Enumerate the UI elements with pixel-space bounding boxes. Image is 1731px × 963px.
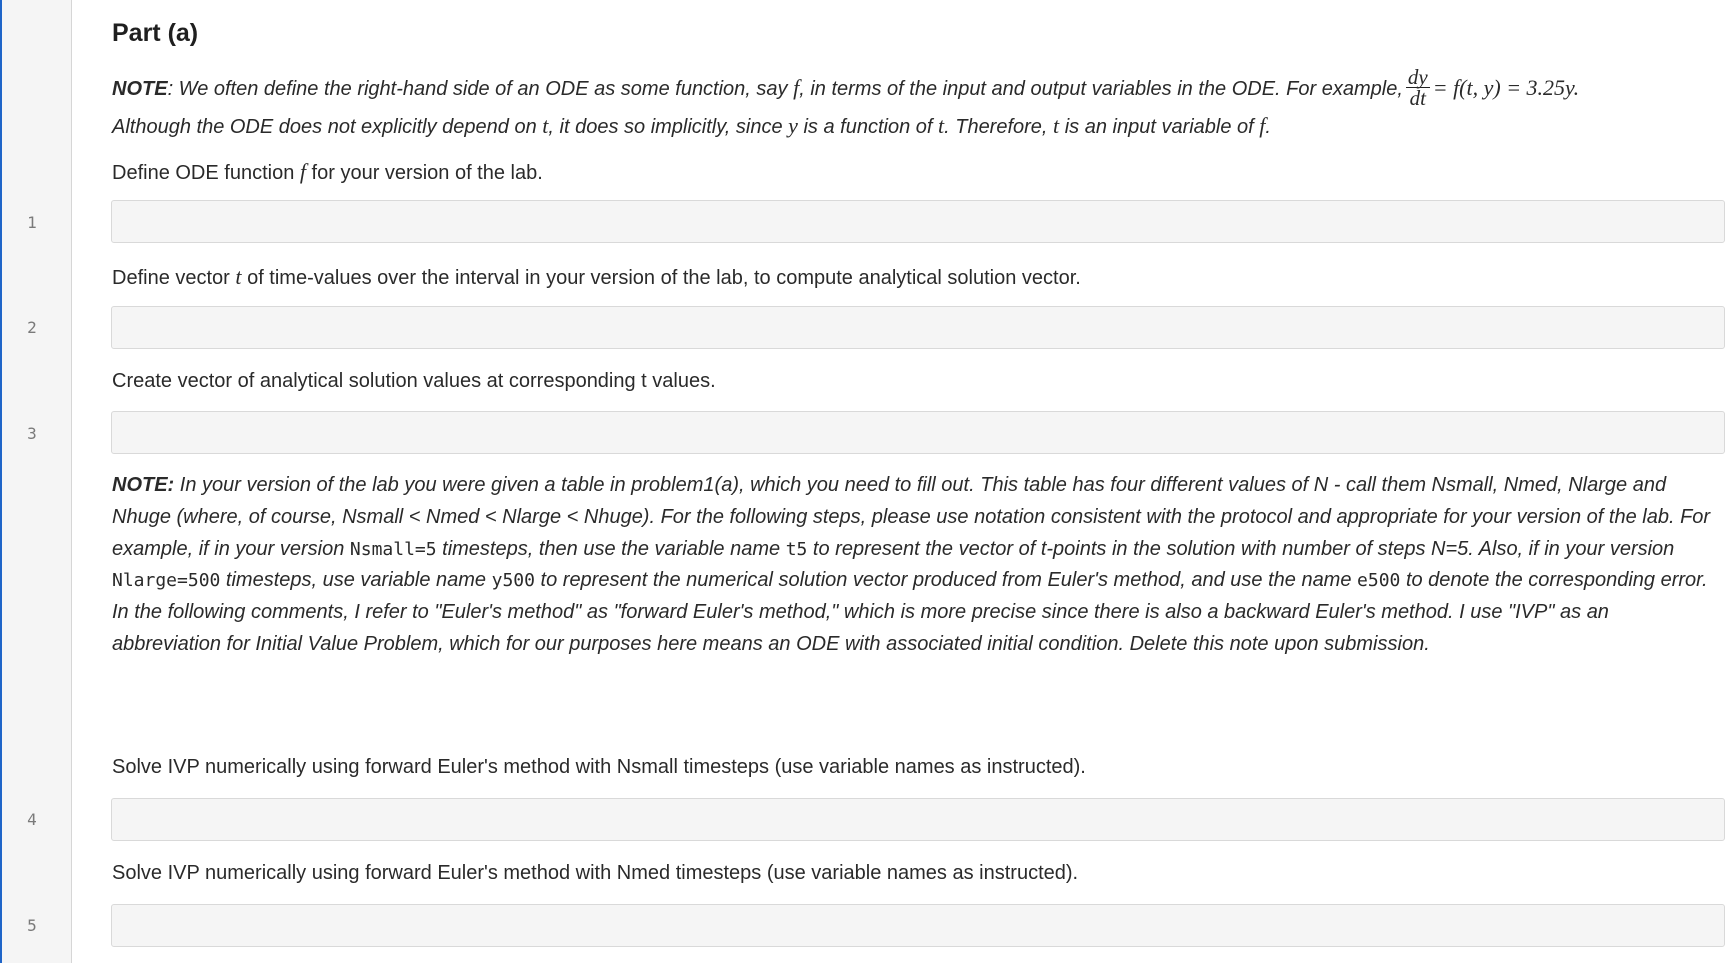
derivative-fraction: $\frac{dy}{dt}$ [1407,65,1428,110]
line-number: 2 [27,318,37,337]
code-cell-4[interactable] [111,798,1725,841]
note-intro-line-2: Although the ODE does not explicitly depend on t, it does so implicitly, since y is a function of t. Therefore, t is an input variable of f. [112,113,1271,138]
code-cell-2[interactable] [111,306,1725,349]
prompt-euler-nsmall: Solve IVP numerically using forward Euler's method with Nsmall timesteps (use variable names as instructed). [112,756,1086,778]
code-cell-3[interactable] [111,411,1725,454]
line-number-gutter [2,0,72,963]
section-title: Part (a) [112,19,199,47]
naming-convention-note: NOTE: In your version of the lab you were given a table in problem1(a), which you need to fill out. This table has four different values of N - call them Nsmall, Nmed, Nlarge and Nhuge (where, of course, Nsmall < Nmed < Nlarge < Nhuge). For the following steps, please use notation consistent with the protocol and appropriate for your version of the lab. For example, if in your version Nsmall=5 timesteps, then use the variable name t5 to represent the vector of t-points in the solution with number of steps N=5. Also, if in your version Nlarge=500 timesteps, use variable name y500 to represent the numerical solution vector produced from Euler's method, and use the name e500 to denote the corresponding error. In the following comments, I refer to "Euler's method" as "forward Euler's method," which is more precise since there is also a backward Euler's method. I use "IVP" as an abbreviation for Initial Value Problem, which for our purposes here means an ODE with associated initial condition. Delete this note upon submission. [112,474,1711,655]
line-number: 4 [27,810,37,829]
code-cell-1[interactable] [111,200,1725,243]
line-number: 5 [27,916,37,935]
prompt-analytical-solution: Create vector of analytical solution values at corresponding t values. [112,370,716,392]
prompt-define-time-vector: Define vector t of time-values over the interval in your version of the lab, to compute analytical solution vector. [112,264,1081,289]
line-number: 1 [27,213,37,232]
prompt-define-ode-function: Define ODE function f for your version of the lab. [112,159,543,184]
note-intro-line-1: NOTE: We often define the right-hand side of an ODE as some function, say f, in terms of the input and output variables in the ODE. For example, $\frac{dy}{dt}$ = f(t, y) = 3.25y. [112,65,1580,110]
note-label: NOTE: [112,474,175,496]
code-cell-5[interactable] [111,904,1725,947]
note-label: NOTE [112,77,168,100]
ode-equation: = f(t, y) = 3.25y. [1432,74,1580,100]
line-number: 3 [27,424,37,443]
prompt-euler-nmed: Solve IVP numerically using forward Euler's method with Nmed timesteps (use variable names as instructed). [112,862,1079,884]
